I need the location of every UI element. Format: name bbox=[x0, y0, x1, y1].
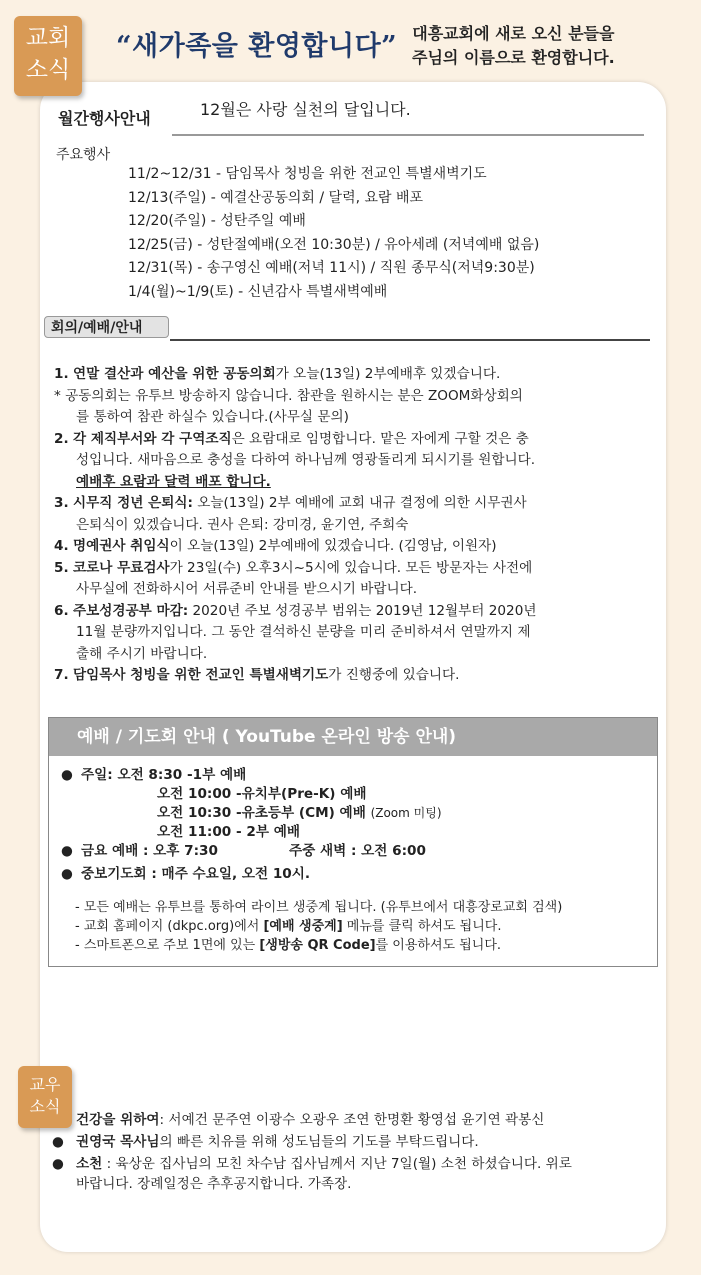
notice-text: 가 오늘(13일) 2부예배후 있겠습니다. bbox=[275, 366, 501, 382]
note-text: 를 이용하셔도 됩니다. bbox=[375, 938, 502, 953]
notice-text: 11월 분량까지입니다. 그 동안 결석하신 분량을 미리 준비하셔서 연말까지 제 bbox=[76, 624, 531, 640]
list-item bbox=[52, 1154, 664, 1194]
note-text: - 교회 홈페이지 (dkpc.org)에서 bbox=[75, 919, 264, 934]
notice-text: 를 통하여 참관 하실수 있습니다.(사무실 문의) bbox=[76, 409, 349, 425]
sunday-label: 주일: bbox=[81, 767, 113, 783]
divider bbox=[170, 339, 650, 341]
prayer-schedule bbox=[57, 865, 653, 884]
worship-heading: 예배 / 기도회 안내 ( YouTube 온라인 방송 안내) bbox=[49, 718, 657, 756]
prayer-meeting: 중보기도회 : 매주 수요일, 오전 10시. bbox=[81, 866, 311, 882]
schedule-text: 오전 10:30 -유초등부 (CM) 예배 bbox=[157, 805, 366, 821]
notice-title: 코로나 무료검사 bbox=[72, 559, 170, 576]
notice-text: 이 오늘(13일) 2부예배에 있겠습니다. (김영남, 이원자) bbox=[169, 538, 497, 554]
church-news-tag bbox=[14, 16, 82, 96]
notice-text: 성입니다. 새마음으로 충성을 다하여 하나님께 영광돌리게 되시기를 원합니다. bbox=[76, 452, 536, 468]
members-news-list bbox=[52, 1110, 664, 1196]
notice-item bbox=[54, 665, 660, 687]
notice-title: 주보성경공부 마감: bbox=[72, 602, 189, 619]
item-title: 건강을 위하여 bbox=[76, 1112, 160, 1128]
notice-text: 가 23일(수) 오후3시~5시에 있습니다. 모든 방문자는 사전에 bbox=[169, 559, 533, 576]
broadcast-notes bbox=[57, 898, 653, 955]
page-title: “새가족을 환영합니다” bbox=[116, 31, 398, 62]
notice-subnote bbox=[54, 386, 660, 429]
list-item bbox=[52, 1110, 664, 1130]
tag-line: 교우 bbox=[29, 1075, 61, 1094]
notice-number: 6. bbox=[54, 602, 69, 619]
worship-info-box bbox=[48, 717, 658, 967]
note-text: - 스마트폰으로 주보 1면에 있는 bbox=[75, 938, 260, 953]
weekday-schedule bbox=[57, 842, 653, 861]
notice-highlight: 예배후 요람과 달력 배포 합니다. bbox=[76, 473, 271, 490]
list-item: 12/20(주일) - 성탄주일 예배 bbox=[128, 213, 306, 229]
notice-number: 3. bbox=[54, 495, 69, 511]
schedule-item: 오전 8:30 -1부 예배 bbox=[117, 767, 247, 783]
notice-title: 담임목사 청빙을 위한 전교인 특별새벽기도 bbox=[72, 667, 329, 683]
notice-item bbox=[54, 601, 660, 666]
dawn-service: 주중 새벽 : 오전 6:00 bbox=[289, 843, 426, 859]
notice-item bbox=[54, 429, 660, 494]
note-line bbox=[75, 917, 653, 936]
notice-text: 은 요람대로 임명합니다. 맡은 자에게 구할 것은 충 bbox=[231, 430, 529, 447]
note-text: 메뉴를 클릭 하셔도 됩니다. bbox=[342, 919, 502, 934]
welcome-line: 대흥교회에 새로 오신 분들을 bbox=[412, 24, 615, 43]
item-text: 의 빠른 치유를 위해 성도님들의 기도를 부탁드립니다. bbox=[159, 1134, 479, 1150]
notice-title: 시무직 정년 은퇴식: bbox=[72, 495, 193, 511]
notice-text: * 공동의회는 유투브 방송하지 않습니다. 참관을 원하시는 분은 ZOOM화상회의 bbox=[54, 387, 523, 404]
list-item: 11/2~12/31 - 담임목사 청빙을 위한 전교인 특별새벽기도 bbox=[128, 166, 487, 182]
list-item: 12/31(목) - 송구영신 예배(저녁 11시) / 직원 종무식(저녁9:30분) bbox=[128, 260, 535, 276]
welcome-line: 주님의 이름으로 환영합니다. bbox=[412, 48, 615, 67]
notice-title: 각 제직부서와 각 구역조직 bbox=[72, 430, 232, 447]
meeting-heading: 회의/예배/안내 bbox=[44, 316, 169, 338]
notice-number: 4. bbox=[54, 538, 69, 554]
notice-text: 사무실에 전화하시어 서류준비 안내를 받으시기 바랍니다. bbox=[76, 581, 418, 597]
note-line bbox=[75, 936, 653, 955]
bullet-icon: ● bbox=[61, 767, 73, 783]
list-item: 12/13(주일) - 예결산공동의회 / 달력, 요람 배포 bbox=[128, 189, 424, 206]
item-text: : 서예건 문주연 이광수 오광우 조연 한명환 황영섭 윤기연 곽봉신 bbox=[159, 1112, 545, 1128]
notice-item bbox=[54, 493, 660, 536]
bullet-icon: ● bbox=[52, 1134, 64, 1150]
item-title: 소천 bbox=[76, 1156, 103, 1172]
notices-list bbox=[54, 364, 660, 687]
item-text: : 육상운 집사님의 모친 차수남 집사님께서 지난 7일(월) 소천 하셨습니다. 위로 bbox=[102, 1156, 572, 1172]
zoom-note: (Zoom 미팅) bbox=[370, 806, 442, 820]
notice-text: 오늘(13일) 2부 예배에 교회 내규 결정에 의한 시무권사 bbox=[192, 495, 527, 511]
sunday-schedule bbox=[57, 766, 653, 842]
schedule-item: 오전 10:00 -유치부(Pre-K) 예배 bbox=[157, 786, 367, 802]
notice-number: 2. bbox=[54, 430, 69, 447]
notice-item bbox=[54, 558, 660, 601]
notice-title: 연말 결산과 예산을 위한 공동의회 bbox=[72, 366, 276, 382]
bullet-icon: ● bbox=[52, 1156, 64, 1172]
note-line: - 모든 예배는 유투브를 통하여 라이브 생중계 됩니다. (유투브에서 대흥장로교회 검색) bbox=[75, 900, 563, 915]
notice-item bbox=[54, 536, 660, 558]
worship-schedule bbox=[57, 766, 653, 955]
notice-title: 명예권사 취임식 bbox=[72, 538, 170, 554]
notice-text: 출해 주시기 바랍니다. bbox=[76, 645, 208, 662]
events-list bbox=[128, 163, 539, 304]
notice-text: 은퇴식이 있겠습니다. 권사 은퇴: 강미경, 윤기연, 주희숙 bbox=[76, 516, 409, 533]
major-events-label: 주요행사 bbox=[56, 147, 111, 163]
notice-number: 5. bbox=[54, 559, 69, 576]
welcome-message bbox=[412, 22, 615, 70]
schedule-item: 오전 11:00 - 2부 예배 bbox=[157, 824, 300, 840]
notice-text: 2020년 주보 성경공부 범위는 2019년 12월부터 2020년 bbox=[188, 602, 537, 619]
tag-line: 교회 bbox=[25, 25, 71, 51]
list-item: 1/4(월)~1/9(토) - 신년감사 특별새벽예배 bbox=[128, 283, 388, 300]
friday-service: 금요 예배 : 오후 7:30 bbox=[81, 843, 218, 859]
notice-number: 1. bbox=[54, 366, 69, 382]
note-emphasis: [예배 생중계] bbox=[263, 919, 343, 934]
tag-line: 소식 bbox=[29, 1097, 61, 1116]
monthly-events-heading: 월간행사안내 bbox=[58, 109, 151, 128]
tag-line: 소식 bbox=[25, 57, 71, 83]
list-item bbox=[52, 1132, 664, 1152]
bullet-icon: ● bbox=[61, 866, 73, 882]
members-news-tag bbox=[18, 1066, 72, 1128]
notice-number: 7. bbox=[54, 667, 69, 683]
notice-item bbox=[54, 364, 660, 386]
monthly-theme: 12월은 사랑 실천의 달입니다. bbox=[200, 100, 411, 119]
notice-text: 가 진행중에 있습니다. bbox=[328, 667, 460, 683]
divider bbox=[172, 134, 644, 136]
item-text: 바랍니다. 장례일정은 추후공지합니다. 가족장. bbox=[76, 1176, 352, 1192]
note-emphasis: [생방송 QR Code] bbox=[259, 938, 376, 953]
schedule-item bbox=[157, 804, 653, 823]
list-item: 12/25(금) - 성탄절예배(오전 10:30분) / 유아세례 (저녁예배 없음) bbox=[128, 236, 540, 253]
item-title: 권영국 목사님 bbox=[76, 1134, 160, 1150]
bullet-icon: ● bbox=[61, 843, 73, 859]
